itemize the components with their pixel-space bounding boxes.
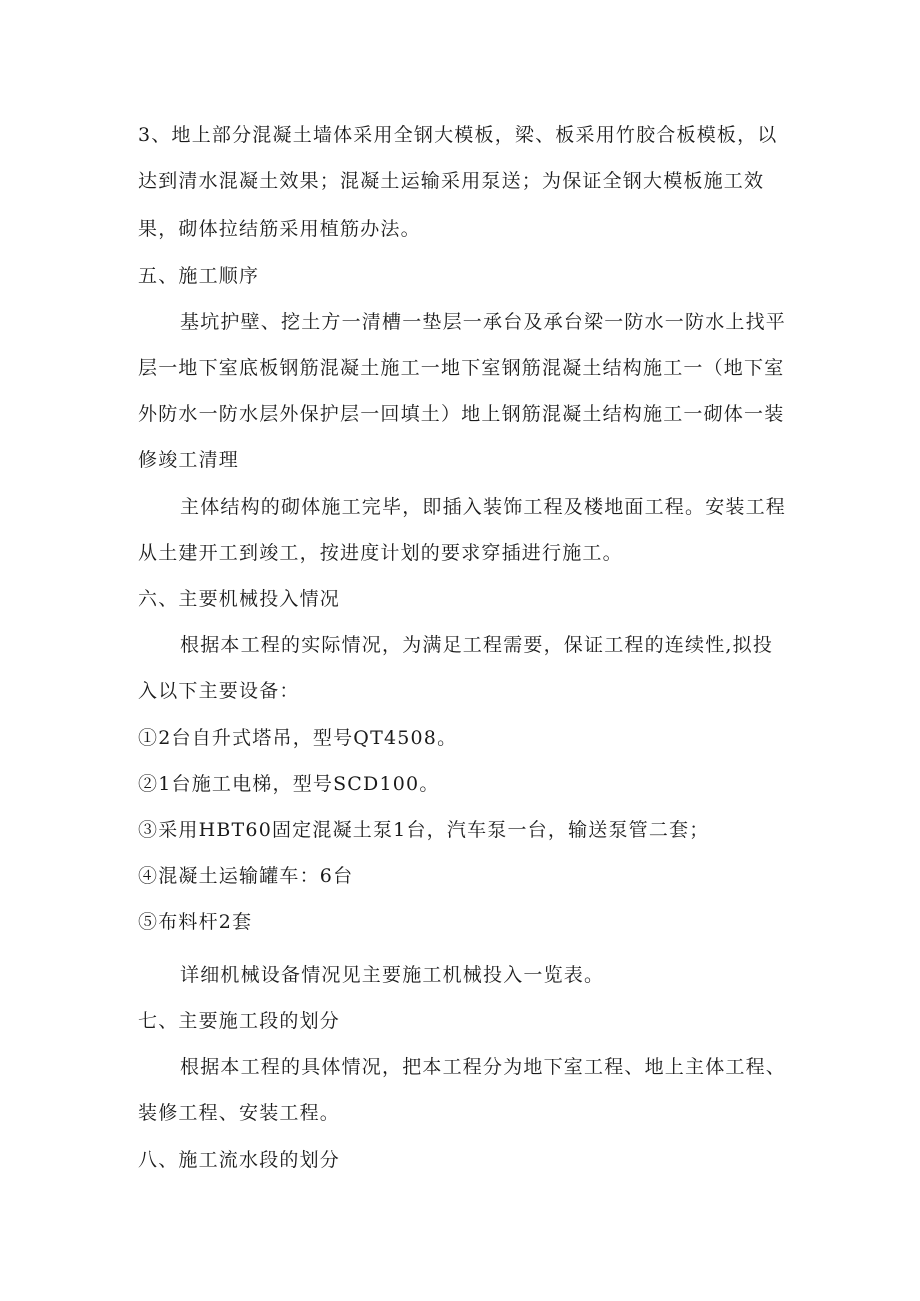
text-line: 修竣工清理 (138, 449, 240, 471)
section-heading: 六、主要机械投入情况 (138, 588, 341, 610)
text-line: 层一地下室底板钢筋混凝土施工一地下室钢筋混凝土结构施工一（地下室 (138, 357, 785, 379)
list-item: ②1台施工电梯，型号SCD100。 (138, 773, 440, 795)
text-line: 果，砌体拉结筋采用植筋办法。 (138, 218, 421, 240)
text-line: 从土建开工到竣工，按进度计划的要求穿插进行施工。 (138, 542, 623, 564)
text-line: 外防水一防水层外保护层一回填土）地上钢筋混凝土结构施工一砌体一装 (138, 403, 785, 425)
text-line: 装修工程、安装工程。 (138, 1102, 341, 1124)
section-heading: 七、主要施工段的划分 (138, 1010, 341, 1032)
text-line: 3、地上部分混凝土墙体采用全钢大模板，梁、板采用竹胶合板模板，以 (138, 124, 778, 146)
text-line: 达到清水混凝土效果；混凝土运输采用泵送；为保证全钢大模板施工效 (138, 170, 765, 192)
list-item: ④混凝土运输罐车：6台 (138, 865, 354, 887)
text-line: 入以下主要设备： (138, 680, 300, 702)
section-heading: 五、施工顺序 (138, 265, 260, 287)
text-line: 主体结构的砌体施工完毕，即插入装饰工程及楼地面工程。安装工程 (180, 496, 787, 518)
section-heading: 八、施工流水段的划分 (138, 1149, 341, 1171)
list-item: ⑤布料杆2套 (138, 911, 253, 933)
text-line: 基坑护壁、挖土方一清槽一垫层一承台及承台梁一防水一防水上找平 (180, 311, 787, 333)
text-line: 根据本工程的具体情况，把本工程分为地下室工程、地上主体工程、 (180, 1056, 787, 1078)
text-line: 详细机械设备情况见主要施工机械投入一览表。 (180, 964, 605, 986)
text-line: 根据本工程的实际情况，为满足工程需要，保证工程的连续性,拟投 (180, 634, 774, 656)
list-item: ①2台自升式塔吊，型号QT4508。 (138, 727, 458, 749)
list-item: ③采用HBT60固定混凝土泵1台，汽车泵一台，输送泵管二套； (138, 819, 710, 841)
